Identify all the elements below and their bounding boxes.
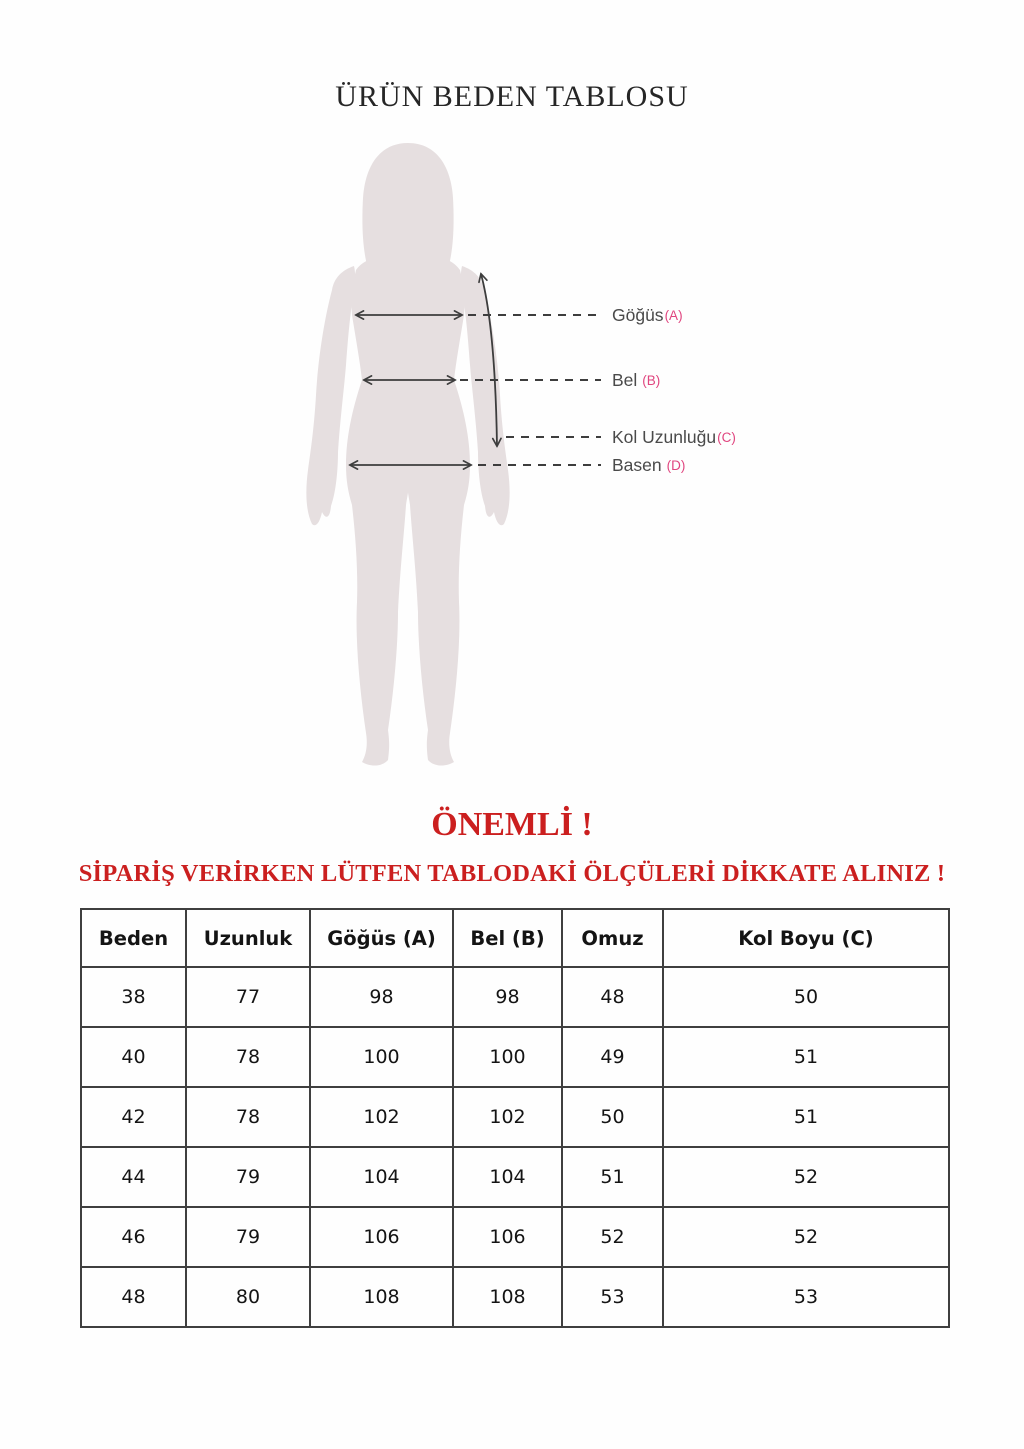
size-cell: 51 bbox=[663, 1087, 949, 1147]
size-cell: 79 bbox=[186, 1207, 310, 1267]
size-cell: 79 bbox=[186, 1147, 310, 1207]
size-cell: 78 bbox=[186, 1087, 310, 1147]
size-cell: 42 bbox=[81, 1087, 186, 1147]
size-cell: 49 bbox=[562, 1027, 663, 1087]
size-table-row bbox=[81, 1027, 949, 1087]
size-table-row bbox=[81, 967, 949, 1027]
warning-subheading: SİPARİŞ VERİRKEN LÜTFEN TABLODAKİ ÖLÇÜLERİ DİKKATE ALINIZ ! bbox=[78, 860, 946, 887]
important-heading: ÖNEMLİ ! bbox=[431, 806, 593, 843]
size-cell: 98 bbox=[310, 967, 453, 1027]
size-cell: 106 bbox=[310, 1207, 453, 1267]
size-cell: 108 bbox=[453, 1267, 562, 1327]
label-kol-uzunlugu: Kol Uzunluğu(C) bbox=[612, 427, 736, 447]
header-kol-boyu: Kol Boyu (C) bbox=[663, 909, 949, 967]
size-cell: 38 bbox=[81, 967, 186, 1027]
size-table-row bbox=[81, 1087, 949, 1147]
header-beden: Beden bbox=[81, 909, 186, 967]
size-cell: 78 bbox=[186, 1027, 310, 1087]
size-cell: 102 bbox=[310, 1087, 453, 1147]
size-cell: 53 bbox=[663, 1267, 949, 1327]
size-cell: 106 bbox=[453, 1207, 562, 1267]
size-cell: 77 bbox=[186, 967, 310, 1027]
label-bel: Bel (B) bbox=[612, 370, 661, 390]
label-basen: Basen (D) bbox=[612, 455, 686, 475]
size-cell: 52 bbox=[663, 1207, 949, 1267]
page-title: ÜRÜN BEDEN TABLOSU bbox=[335, 80, 689, 113]
size-cell: 100 bbox=[453, 1027, 562, 1087]
size-cell: 98 bbox=[453, 967, 562, 1027]
size-cell: 46 bbox=[81, 1207, 186, 1267]
size-cell: 100 bbox=[310, 1027, 453, 1087]
size-table bbox=[80, 908, 950, 1328]
size-cell: 108 bbox=[310, 1267, 453, 1327]
size-cell: 48 bbox=[81, 1267, 186, 1327]
header-gogus: Göğüs (A) bbox=[310, 909, 453, 967]
size-table-header-row bbox=[81, 909, 949, 967]
size-cell: 80 bbox=[186, 1267, 310, 1327]
size-cell: 104 bbox=[453, 1147, 562, 1207]
size-table-row bbox=[81, 1267, 949, 1327]
header-bel: Bel (B) bbox=[453, 909, 562, 967]
size-cell: 48 bbox=[562, 967, 663, 1027]
size-cell: 102 bbox=[453, 1087, 562, 1147]
size-cell: 52 bbox=[663, 1147, 949, 1207]
size-cell: 50 bbox=[562, 1087, 663, 1147]
size-cell: 53 bbox=[562, 1267, 663, 1327]
size-cell: 44 bbox=[81, 1147, 186, 1207]
size-cell: 50 bbox=[663, 967, 949, 1027]
header-omuz: Omuz bbox=[562, 909, 663, 967]
body-silhouette-torso-legs bbox=[346, 252, 470, 766]
size-table-row bbox=[81, 1147, 949, 1207]
size-cell: 52 bbox=[562, 1207, 663, 1267]
size-cell: 51 bbox=[562, 1147, 663, 1207]
size-table-row bbox=[81, 1207, 949, 1267]
label-gogus: Göğüs(A) bbox=[612, 305, 683, 325]
header-uzunluk: Uzunluk bbox=[186, 909, 310, 967]
size-cell: 51 bbox=[663, 1027, 949, 1087]
size-cell: 40 bbox=[81, 1027, 186, 1087]
size-cell: 104 bbox=[310, 1147, 453, 1207]
